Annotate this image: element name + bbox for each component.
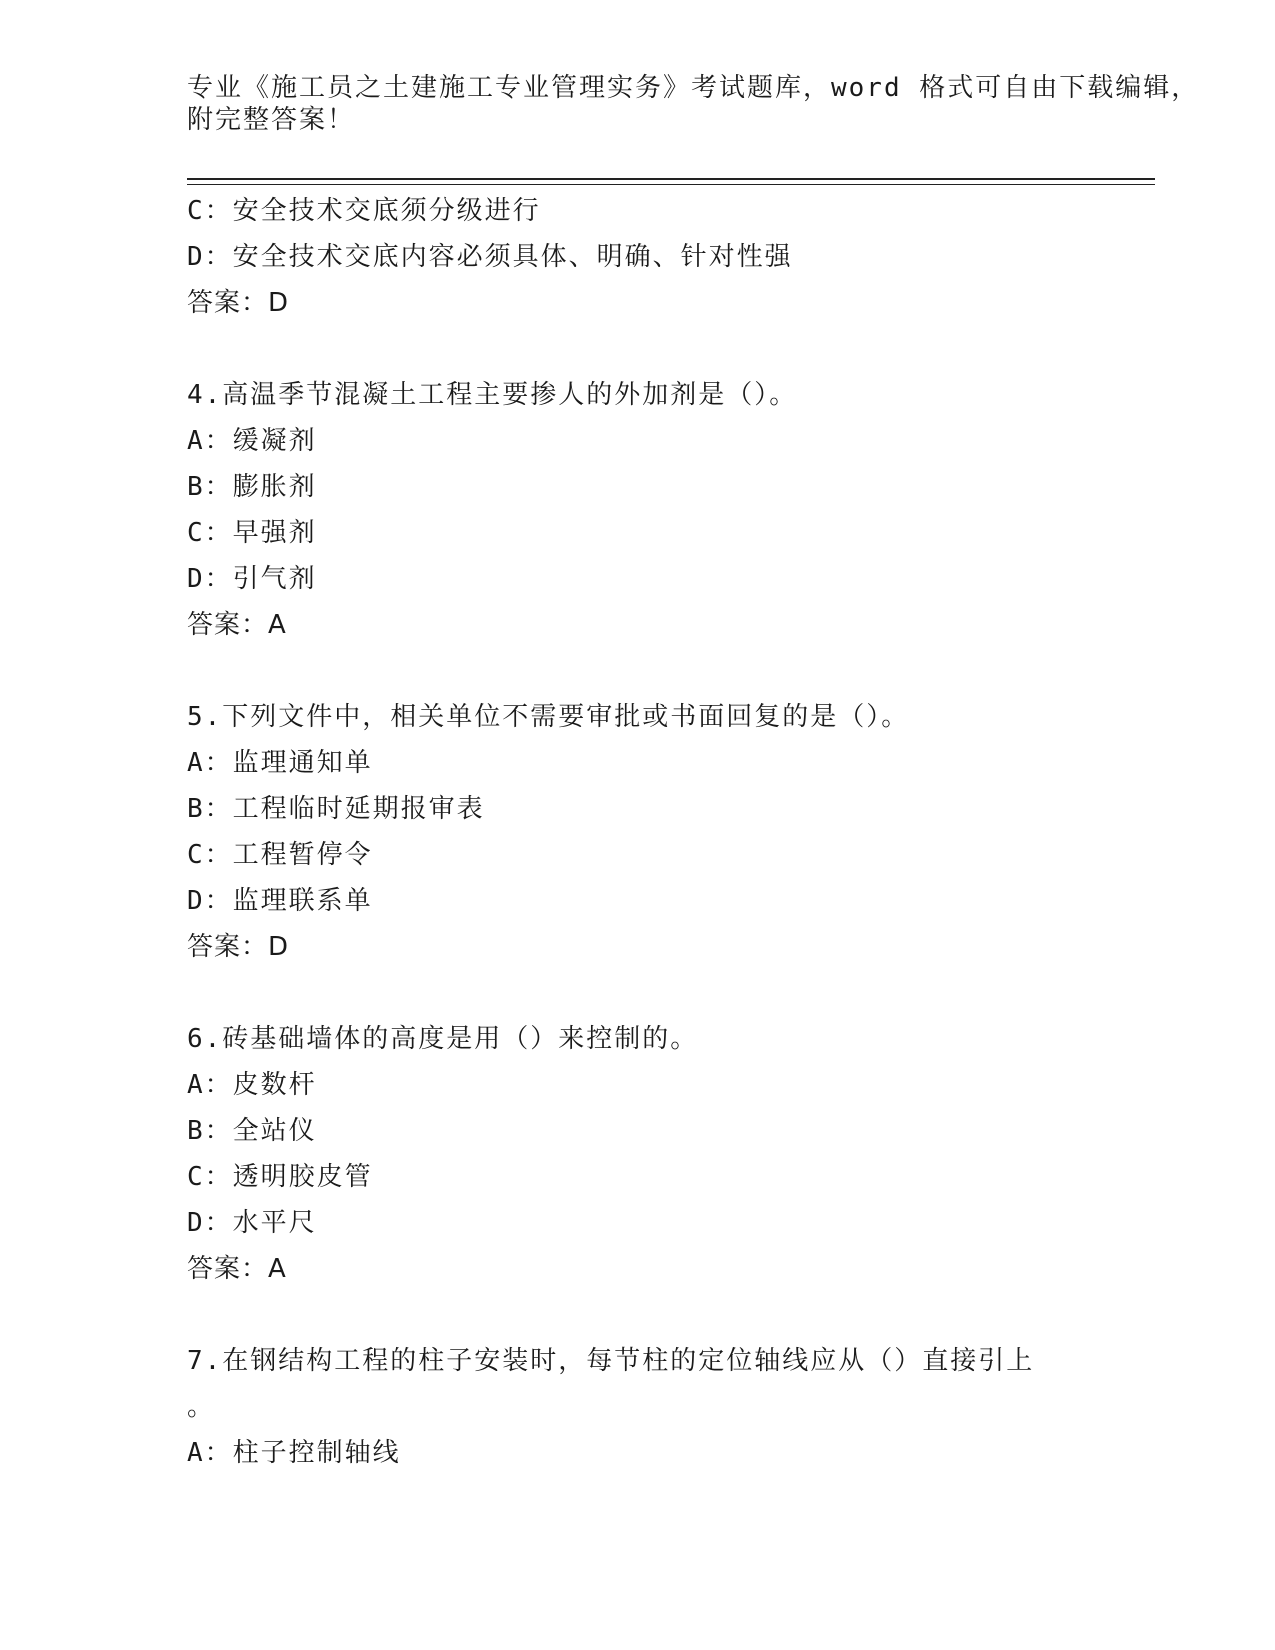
option-d: D：监理联系单 — [187, 886, 373, 916]
option-b: B：全站仪 — [187, 1116, 317, 1146]
question-block-7 — [187, 1338, 1087, 1476]
header-divider-thick — [187, 178, 1155, 180]
answer-label: 答案：D — [187, 288, 290, 318]
option-a: A：柱子控制轴线 — [187, 1438, 401, 1468]
question-block-6 — [187, 1016, 1087, 1292]
header-divider-thin — [187, 184, 1155, 185]
option-a: A：缓凝剂 — [187, 426, 317, 456]
question-block-5 — [187, 694, 1087, 970]
answer-label: 答案：A — [187, 1254, 287, 1284]
option-a: A：皮数杆 — [187, 1070, 317, 1100]
question-block-4 — [187, 372, 1087, 648]
option-c: C：工程暂停令 — [187, 840, 373, 870]
option-c: C：早强剂 — [187, 518, 317, 548]
question-block-3 — [187, 188, 1087, 326]
option-d: D：引气剂 — [187, 564, 317, 594]
question-text: 4.高温季节混凝土工程主要掺人的外加剂是（）。 — [187, 380, 798, 410]
question-text: 5.下列文件中，相关单位不需要审批或书面回复的是（）。 — [187, 702, 910, 732]
question-text: 6.砖基础墙体的高度是用（）来控制的。 — [187, 1024, 699, 1054]
option-c: C：安全技术交底须分级进行 — [187, 196, 541, 226]
document-header — [187, 72, 1200, 136]
header-line-1: 专业《施工员之土建施工专业管理实务》考试题库，word 格式可自由下载编辑， — [187, 73, 1200, 103]
option-d: D：水平尺 — [187, 1208, 317, 1238]
answer-label: 答案：D — [187, 932, 290, 962]
option-b: B：膨胀剂 — [187, 472, 317, 502]
header-line-2: 附完整答案！ — [187, 105, 356, 135]
question-text-continuation: 。 — [187, 1392, 216, 1422]
option-a: A：监理通知单 — [187, 748, 373, 778]
option-d: D：安全技术交底内容必须具体、明确、针对性强 — [187, 242, 793, 272]
option-c: C：透明胶皮管 — [187, 1162, 373, 1192]
answer-label: 答案：A — [187, 610, 287, 640]
question-list — [187, 188, 1087, 1476]
question-text: 7.在钢结构工程的柱子安装时，每节柱的定位轴线应从（）直接引上 — [187, 1346, 1035, 1376]
option-b: B：工程临时延期报审表 — [187, 794, 485, 824]
